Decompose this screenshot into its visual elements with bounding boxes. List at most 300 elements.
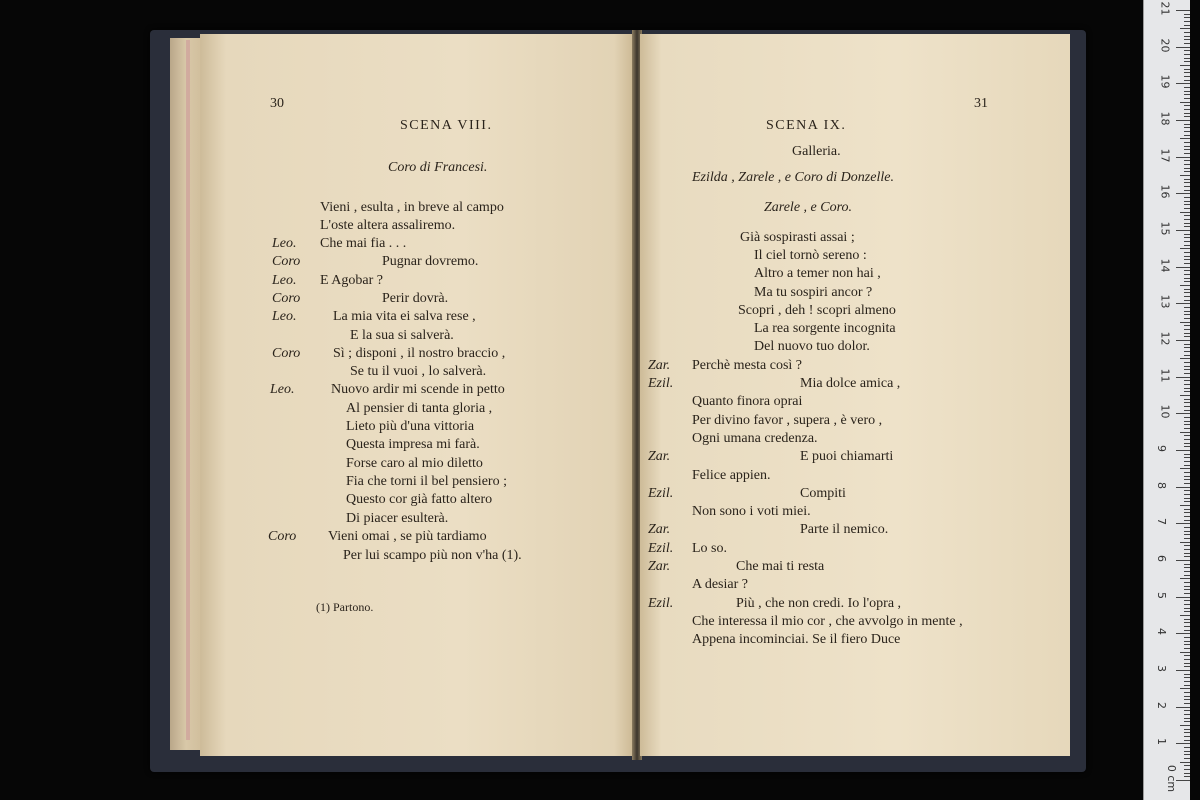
ruler-label: 21 xyxy=(1158,1,1172,16)
verse-line: Nuovo ardir mi scende in petto xyxy=(331,382,505,397)
ruler-tick xyxy=(1184,611,1190,612)
verse-line: La rea sorgente incognita xyxy=(754,321,896,336)
ruler-label: 6 xyxy=(1155,555,1168,562)
ruler-tick xyxy=(1180,505,1190,506)
verse-line: Che mai ti resta xyxy=(736,559,825,574)
ruler-tick xyxy=(1184,714,1190,715)
verse-line: Questo cor già fatto altero xyxy=(346,492,493,507)
verse-line: Che interessa il mio cor , che avvolgo in mente , xyxy=(692,614,963,629)
ruler-tick xyxy=(1184,527,1190,528)
ruler-tick xyxy=(1184,259,1190,260)
verse-line: A desiar ? xyxy=(692,577,748,592)
ruler-tick xyxy=(1184,626,1190,627)
verse-line: Vieni omai , se più tardiamo xyxy=(328,529,487,544)
ruler-tick xyxy=(1176,47,1190,48)
ruler-tick xyxy=(1184,648,1190,649)
verse-line: Il ciel tornò sereno : xyxy=(754,248,867,263)
ruler-tick xyxy=(1180,212,1190,213)
verse-line: Per lui scampo più non v'ha (1). xyxy=(343,548,522,563)
ruler-tick xyxy=(1184,76,1190,77)
ruler-tick xyxy=(1176,560,1190,561)
ruler-tick xyxy=(1180,358,1190,359)
ruler-tick xyxy=(1176,413,1190,414)
ruler-tick xyxy=(1184,109,1190,110)
ruler-tick xyxy=(1184,116,1190,117)
ruler-tick xyxy=(1184,142,1190,143)
ruler-tick xyxy=(1176,450,1190,451)
ruler-tick xyxy=(1184,384,1190,385)
ruler-tick xyxy=(1184,571,1190,572)
verse-line: Ma tu sospiri ancor ? xyxy=(754,285,873,300)
ruler-tick xyxy=(1184,751,1190,752)
ruler-tick xyxy=(1184,153,1190,154)
ruler-tick xyxy=(1184,641,1190,642)
ruler-tick xyxy=(1184,769,1190,770)
verse-line: Scopri , deh ! scopri almeno xyxy=(738,303,896,318)
ruler-tick xyxy=(1184,538,1190,539)
ruler-tick xyxy=(1184,531,1190,532)
ruler-tick xyxy=(1176,487,1190,488)
ruler-tick xyxy=(1184,699,1190,700)
ruler-tick xyxy=(1184,457,1190,458)
ruler-tick xyxy=(1184,465,1190,466)
ruler-tick xyxy=(1180,395,1190,396)
ruler-tick xyxy=(1184,289,1190,290)
ruler-tick xyxy=(1180,102,1190,103)
ruler-label: 3 xyxy=(1155,665,1168,672)
ruler-tick xyxy=(1184,666,1190,667)
verse-line: Fia che torni il bel pensiero ; xyxy=(346,474,507,489)
scene-title: SCENA VIII. xyxy=(400,118,493,133)
ruler-tick xyxy=(1184,362,1190,363)
ruler-tick xyxy=(1184,758,1190,759)
ruler-tick xyxy=(1184,765,1190,766)
ruler-tick xyxy=(1184,391,1190,392)
ruler-tick xyxy=(1184,300,1190,301)
ruler-tick xyxy=(1184,718,1190,719)
page-number: 30 xyxy=(270,96,284,111)
ruler-tick xyxy=(1184,307,1190,308)
verse-line: Non sono i voti miei. xyxy=(692,504,811,519)
ruler-tick xyxy=(1184,736,1190,737)
ruler-tick xyxy=(1180,725,1190,726)
ruler-tick xyxy=(1180,322,1190,323)
ruler-tick xyxy=(1180,762,1190,763)
ruler-tick xyxy=(1184,149,1190,150)
ruler-tick xyxy=(1176,267,1190,268)
ruler-tick xyxy=(1184,710,1190,711)
ruler-tick xyxy=(1180,285,1190,286)
ruler-tick xyxy=(1184,454,1190,455)
ruler-tick xyxy=(1184,619,1190,620)
ruler-tick xyxy=(1184,105,1190,106)
measuring-ruler xyxy=(1143,0,1190,800)
ruler-tick xyxy=(1184,215,1190,216)
ruler-label: 0 cm xyxy=(1165,764,1179,793)
ruler-tick xyxy=(1176,10,1190,11)
speaker-label: Ezil. xyxy=(648,376,674,391)
ruler-tick xyxy=(1184,373,1190,374)
ruler-tick xyxy=(1184,399,1190,400)
ruler-tick xyxy=(1184,263,1190,264)
ruler-tick xyxy=(1184,98,1190,99)
ruler-tick xyxy=(1184,296,1190,297)
ruler-tick xyxy=(1184,201,1190,202)
ruler-label: 17 xyxy=(1158,148,1172,163)
ruler-tick xyxy=(1184,366,1190,367)
ruler-tick xyxy=(1184,208,1190,209)
ruler-tick xyxy=(1184,461,1190,462)
ruler-tick xyxy=(1184,351,1190,352)
ruler-tick xyxy=(1184,54,1190,55)
left-page xyxy=(200,34,636,756)
ruler-tick xyxy=(1184,32,1190,33)
ruler-tick xyxy=(1184,36,1190,37)
ruler-tick xyxy=(1184,17,1190,18)
ruler-tick xyxy=(1184,604,1190,605)
ruler-tick xyxy=(1184,87,1190,88)
ruler-label: 12 xyxy=(1158,331,1172,346)
scene-characters: Ezilda , Zarele , e Coro di Donzelle. xyxy=(692,170,894,185)
ruler-tick xyxy=(1184,490,1190,491)
ruler-tick xyxy=(1184,278,1190,279)
speaker-label: Leo. xyxy=(272,273,297,288)
ruler-tick xyxy=(1184,479,1190,480)
ruler-tick xyxy=(1184,549,1190,550)
verse-line: Parte il nemico. xyxy=(800,522,889,537)
ruler-tick xyxy=(1184,443,1190,444)
ruler-tick xyxy=(1184,575,1190,576)
ruler-tick xyxy=(1184,252,1190,253)
ruler-tick xyxy=(1184,333,1190,334)
ruler-tick xyxy=(1184,402,1190,403)
ruler-tick xyxy=(1184,520,1190,521)
ruler-tick xyxy=(1184,424,1190,425)
verse-line: L'oste altera assaliremo. xyxy=(320,218,456,233)
ruler-tick xyxy=(1184,674,1190,675)
ruler-tick xyxy=(1184,256,1190,257)
ruler-tick xyxy=(1184,659,1190,660)
ruler-tick xyxy=(1184,417,1190,418)
ruler-tick xyxy=(1180,542,1190,543)
ruler-tick xyxy=(1184,146,1190,147)
ruler-tick xyxy=(1184,69,1190,70)
speaker-label: Coro xyxy=(268,529,297,544)
ruler-tick xyxy=(1176,377,1190,378)
verse-line: Se tu il vuoi , lo salverà. xyxy=(350,364,487,379)
ruler-tick xyxy=(1184,347,1190,348)
verse-line: Ogni umana credenza. xyxy=(692,431,818,446)
ruler-tick xyxy=(1184,732,1190,733)
ruler-tick xyxy=(1184,245,1190,246)
ruler-tick xyxy=(1184,773,1190,774)
ruler-tick xyxy=(1180,468,1190,469)
ruler-tick xyxy=(1184,91,1190,92)
ruler-label: 5 xyxy=(1155,591,1168,599)
speaker-label: Ezil. xyxy=(648,596,674,611)
ruler-tick xyxy=(1184,589,1190,590)
ruler-tick xyxy=(1184,179,1190,180)
ruler-tick xyxy=(1184,131,1190,132)
scene-subcharacters: Zarele , e Coro. xyxy=(764,200,853,215)
ruler-tick xyxy=(1184,281,1190,282)
ruler-tick xyxy=(1180,688,1190,689)
ruler-tick xyxy=(1184,113,1190,114)
ruler-tick xyxy=(1184,421,1190,422)
ruler-label: 1 xyxy=(1155,738,1168,746)
ruler-tick xyxy=(1176,633,1190,634)
ruler-tick xyxy=(1180,432,1190,433)
ruler-tick xyxy=(1184,740,1190,741)
ruler-label: 9 xyxy=(1155,445,1168,452)
speaker-label: Zar. xyxy=(648,559,671,574)
ruler-tick xyxy=(1184,171,1190,172)
verse-line: Lo so. xyxy=(692,541,727,556)
verse-line: E Agobar ? xyxy=(320,273,383,288)
ruler-tick xyxy=(1184,127,1190,128)
verse-line: Sì ; disponi , il nostro braccio , xyxy=(333,346,506,361)
verse-line: La mia vita ei salva rese , xyxy=(333,309,476,324)
scene-title: SCENA IX. xyxy=(766,118,847,133)
ruler-tick xyxy=(1184,388,1190,389)
ruler-tick xyxy=(1184,226,1190,227)
speaker-label: Ezil. xyxy=(648,541,674,556)
ruler-tick xyxy=(1180,248,1190,249)
ruler-tick xyxy=(1184,608,1190,609)
ruler-tick xyxy=(1184,776,1190,777)
ruler-tick xyxy=(1184,336,1190,337)
ruler-tick xyxy=(1184,564,1190,565)
speaker-label: Leo. xyxy=(270,382,295,397)
ruler-label: 14 xyxy=(1158,258,1172,273)
ruler-tick xyxy=(1184,622,1190,623)
ruler-tick xyxy=(1176,523,1190,524)
verse-line: Che mai fia . . . xyxy=(320,236,407,251)
ruler-tick xyxy=(1184,582,1190,583)
ruler-tick xyxy=(1184,314,1190,315)
ruler-tick xyxy=(1184,534,1190,535)
ruler-tick xyxy=(1184,435,1190,436)
verse-line: Compiti xyxy=(800,486,846,501)
ruler-tick xyxy=(1184,556,1190,557)
ruler-tick xyxy=(1184,663,1190,664)
ruler-tick xyxy=(1176,707,1190,708)
ruler-tick xyxy=(1184,186,1190,187)
ruler-tick xyxy=(1184,630,1190,631)
ruler-tick xyxy=(1184,410,1190,411)
ruler-tick xyxy=(1184,160,1190,161)
ruler-tick xyxy=(1184,39,1190,40)
ruler-tick xyxy=(1184,80,1190,81)
ruler-label: 7 xyxy=(1155,518,1168,526)
ruler-tick xyxy=(1184,703,1190,704)
verse-line: Lieto più d'una vittoria xyxy=(346,419,475,434)
verse-line: Per divino favor , supera , è vero , xyxy=(692,413,883,428)
ruler-tick xyxy=(1184,516,1190,517)
ruler-tick xyxy=(1184,292,1190,293)
ruler-tick xyxy=(1184,501,1190,502)
ruler-tick xyxy=(1184,439,1190,440)
ruler-tick xyxy=(1184,61,1190,62)
ruler-tick xyxy=(1184,406,1190,407)
speaker-label: Zar. xyxy=(648,522,671,537)
ruler-label: 10 xyxy=(1158,404,1172,419)
scene-setting: Galleria. xyxy=(792,144,841,159)
verse-line: Vieni , esulta , in breve al campo xyxy=(320,200,504,215)
ruler-tick xyxy=(1184,21,1190,22)
ruler-tick xyxy=(1184,512,1190,513)
ruler-tick xyxy=(1176,120,1190,121)
ruler-tick xyxy=(1184,498,1190,499)
ruler-tick xyxy=(1184,204,1190,205)
right-page xyxy=(640,34,1070,756)
ruler-label: 4 xyxy=(1155,628,1168,636)
ruler-tick xyxy=(1176,340,1190,341)
verse-line: Di piacer esulterà. xyxy=(346,511,449,526)
verse-line: Quanto finora oprai xyxy=(692,394,803,409)
ruler-tick xyxy=(1184,135,1190,136)
ruler-tick xyxy=(1184,380,1190,381)
ruler-tick xyxy=(1180,138,1190,139)
ruler-tick xyxy=(1184,545,1190,546)
ruler-tick xyxy=(1184,754,1190,755)
ruler-tick xyxy=(1184,355,1190,356)
ruler-tick xyxy=(1176,303,1190,304)
page-edge-stain xyxy=(186,40,190,740)
verse-line: Altro a temer non hai , xyxy=(754,266,881,281)
ruler-tick xyxy=(1184,483,1190,484)
ruler-tick xyxy=(1184,600,1190,601)
ruler-tick xyxy=(1184,124,1190,125)
verse-line: Del nuovo tuo dolor. xyxy=(754,339,870,354)
speaker-label: Zar. xyxy=(648,449,671,464)
verse-line: E la sua si salverà. xyxy=(350,328,454,343)
ruler-tick xyxy=(1180,175,1190,176)
page-number: 31 xyxy=(974,96,988,111)
ruler-tick xyxy=(1184,164,1190,165)
ruler-tick xyxy=(1184,692,1190,693)
ruler-tick xyxy=(1184,685,1190,686)
ruler-tick xyxy=(1184,311,1190,312)
ruler-tick xyxy=(1184,168,1190,169)
ruler-tick xyxy=(1184,476,1190,477)
ruler-label: 16 xyxy=(1158,184,1172,199)
ruler-tick xyxy=(1184,446,1190,447)
ruler-tick xyxy=(1184,234,1190,235)
ruler-tick xyxy=(1184,72,1190,73)
ruler-tick xyxy=(1184,494,1190,495)
ruler-tick xyxy=(1184,644,1190,645)
speaker-label: Coro xyxy=(272,346,301,361)
verse-line: Già sospirasti assai ; xyxy=(740,230,855,245)
ruler-tick xyxy=(1184,241,1190,242)
ruler-tick xyxy=(1184,369,1190,370)
ruler-tick xyxy=(1184,509,1190,510)
verse-line: Questa impresa mi farà. xyxy=(346,437,480,452)
ruler-label: 13 xyxy=(1158,294,1172,309)
speaker-label: Coro xyxy=(272,291,301,306)
ruler-tick xyxy=(1180,578,1190,579)
verse-line: Felice appien. xyxy=(692,468,771,483)
ruler-tick xyxy=(1180,652,1190,653)
ruler-tick xyxy=(1184,329,1190,330)
ruler-tick xyxy=(1184,94,1190,95)
ruler-tick xyxy=(1176,193,1190,194)
speaker-label: Coro xyxy=(272,254,301,269)
ruler-tick xyxy=(1184,428,1190,429)
ruler-label: 18 xyxy=(1158,111,1172,126)
ruler-tick xyxy=(1184,237,1190,238)
ruler-tick xyxy=(1184,637,1190,638)
ruler-tick xyxy=(1184,567,1190,568)
speaker-label: Leo. xyxy=(272,236,297,251)
verse-line: E puoi chiamarti xyxy=(800,449,894,464)
ruler-tick xyxy=(1180,615,1190,616)
ruler-tick xyxy=(1184,190,1190,191)
ruler-tick xyxy=(1184,681,1190,682)
ruler-label: 19 xyxy=(1158,74,1172,89)
ruler-tick xyxy=(1176,670,1190,671)
ruler-tick xyxy=(1184,14,1190,15)
ruler-tick xyxy=(1184,219,1190,220)
footnote: (1) Partono. xyxy=(316,600,374,614)
verse-line: Perchè mesta così ? xyxy=(692,358,803,373)
verse-line: Pugnar dovremo. xyxy=(382,254,479,269)
ruler-tick xyxy=(1176,743,1190,744)
verse-line: Più , che non credi. Io l'opra , xyxy=(736,596,902,611)
verse-line: Perir dovrà. xyxy=(382,291,449,306)
ruler-tick xyxy=(1184,729,1190,730)
ruler-tick xyxy=(1184,553,1190,554)
ruler-tick xyxy=(1184,593,1190,594)
ruler-tick xyxy=(1180,65,1190,66)
ruler-tick xyxy=(1184,747,1190,748)
ruler-tick xyxy=(1184,325,1190,326)
speaker-label: Ezil. xyxy=(648,486,674,501)
ruler-label: 20 xyxy=(1158,38,1172,53)
ruler-tick xyxy=(1180,28,1190,29)
ruler-tick xyxy=(1184,586,1190,587)
ruler-tick xyxy=(1184,721,1190,722)
ruler-label: 8 xyxy=(1155,481,1168,489)
ruler-tick xyxy=(1184,197,1190,198)
ruler-tick xyxy=(1184,50,1190,51)
ruler-tick xyxy=(1184,270,1190,271)
ruler-label: 2 xyxy=(1155,701,1168,709)
ruler-tick xyxy=(1176,83,1190,84)
ruler-tick xyxy=(1184,182,1190,183)
ruler-tick xyxy=(1176,230,1190,231)
verse-line: Forse caro al mio diletto xyxy=(346,456,483,471)
ruler-label: 11 xyxy=(1158,368,1172,383)
scene-subtitle: Coro di Francesi. xyxy=(388,160,488,175)
ruler-tick xyxy=(1184,43,1190,44)
ruler-tick xyxy=(1184,58,1190,59)
ruler-tick xyxy=(1184,472,1190,473)
ruler-tick xyxy=(1184,223,1190,224)
speaker-label: Zar. xyxy=(648,358,671,373)
ruler-tick xyxy=(1184,274,1190,275)
speaker-label: Leo. xyxy=(272,309,297,324)
ruler-tick xyxy=(1184,25,1190,26)
verse-line: Appena incominciai. Se il fiero Duce xyxy=(692,632,901,647)
ruler-tick xyxy=(1184,696,1190,697)
ruler-tick xyxy=(1176,597,1190,598)
ruler-tick xyxy=(1176,157,1190,158)
ruler-tick xyxy=(1184,318,1190,319)
ruler-label: 15 xyxy=(1158,221,1172,236)
verse-line: Mia dolce amica , xyxy=(800,376,901,391)
